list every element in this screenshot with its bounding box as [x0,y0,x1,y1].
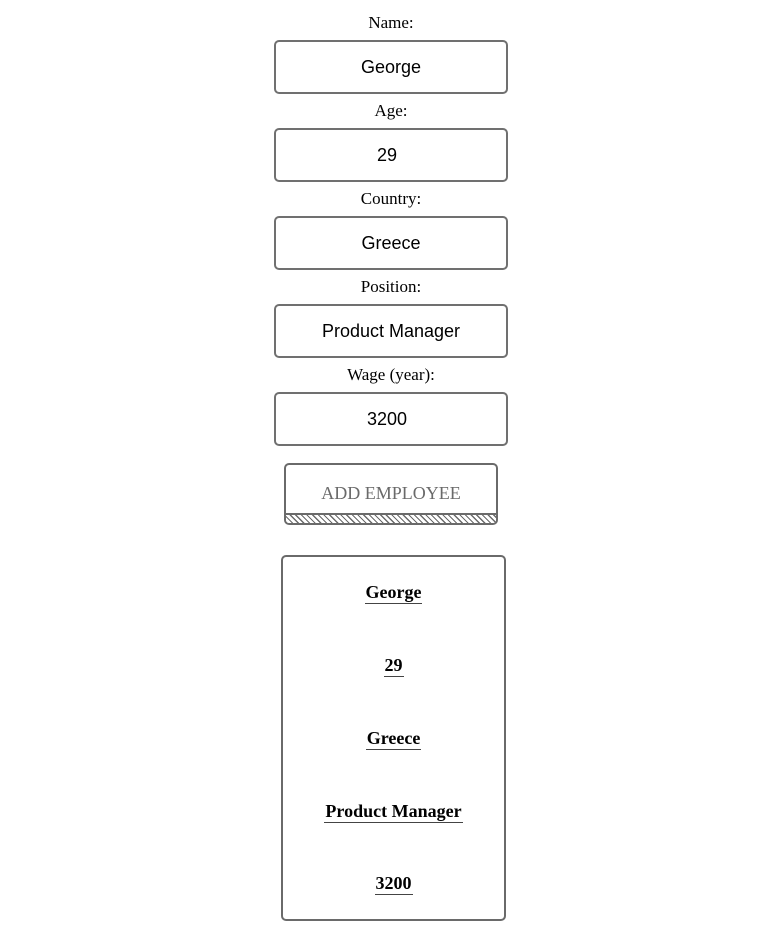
card-position [283,801,504,822]
add-employee-label: ADD EMPLOYEE [321,483,461,503]
card-name-text: George [365,582,422,602]
add-employee-button[interactable] [284,463,498,525]
wage-input[interactable] [274,392,508,446]
employee-card [281,555,506,921]
card-country [283,728,504,749]
wage-label: Wage (year): [347,365,435,384]
age-label: Age: [374,101,408,120]
position-input[interactable] [274,304,508,358]
button-hatch-decoration [286,513,496,523]
card-wage-text: 3200 [375,873,412,893]
card-country-text: Greece [366,728,421,748]
country-label: Country: [360,189,422,208]
card-name [283,582,504,603]
country-input[interactable] [274,216,508,270]
age-input[interactable] [274,128,508,182]
card-position-text: Product Manager [325,801,462,821]
position-label: Position: [360,277,422,296]
card-age-text: 29 [384,655,403,675]
card-age [283,655,504,676]
name-label: Name: [368,13,414,32]
name-input[interactable] [274,40,508,94]
card-wage [283,873,504,894]
